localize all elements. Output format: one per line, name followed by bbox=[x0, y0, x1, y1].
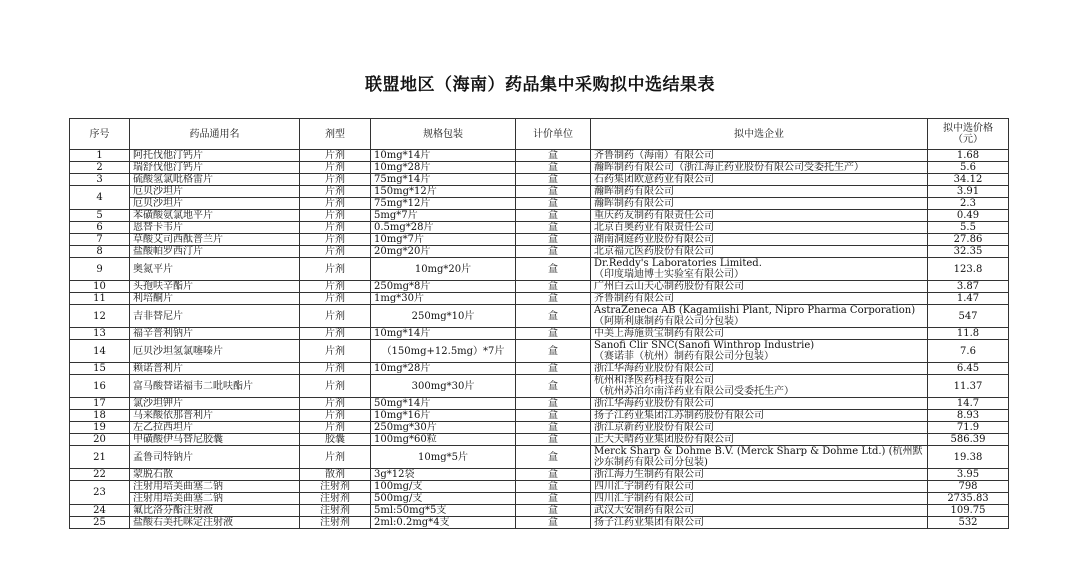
table-row bbox=[70, 186, 1009, 198]
dosage-form: 片剂 bbox=[300, 281, 371, 293]
drug-name: 阿托伐他汀钙片 bbox=[130, 150, 300, 162]
table-row bbox=[70, 469, 1009, 481]
selected-price: 32.35 bbox=[928, 246, 1009, 258]
drug-name: 左乙拉西坦片 bbox=[130, 422, 300, 434]
spec-packaging: 3g*12袋 bbox=[371, 469, 516, 481]
dosage-form: 片剂 bbox=[300, 446, 371, 469]
drug-number: 24 bbox=[70, 505, 130, 517]
dosage-form: 散剂 bbox=[300, 469, 371, 481]
dosage-form: 片剂 bbox=[300, 198, 371, 210]
table-row bbox=[70, 363, 1009, 375]
drug-name: 氟比洛芬酯注射液 bbox=[130, 505, 300, 517]
drug-name: 奥氮平片 bbox=[130, 258, 300, 281]
drug-name: 赖诺普利片 bbox=[130, 363, 300, 375]
table-row bbox=[70, 505, 1009, 517]
drug-number: 8 bbox=[70, 246, 130, 258]
selected-price: 5.6 bbox=[928, 162, 1009, 174]
spec-packaging: 10mg*5片 bbox=[371, 446, 516, 469]
dosage-form: 片剂 bbox=[300, 246, 371, 258]
dosage-form: 片剂 bbox=[300, 422, 371, 434]
company-line: 齐鲁制药有限公司 bbox=[594, 293, 674, 304]
company-line: 齐鲁制药（海南）有限公司 bbox=[594, 150, 714, 161]
spec-packaging: 250mg*30片 bbox=[371, 422, 516, 434]
drug-number: 20 bbox=[70, 434, 130, 446]
table-row bbox=[70, 398, 1009, 410]
pricing-unit: 盒 bbox=[516, 186, 591, 198]
table-row bbox=[70, 174, 1009, 186]
pricing-unit: 盒 bbox=[516, 446, 591, 469]
drug-number: 12 bbox=[70, 305, 130, 328]
pricing-unit: 盒 bbox=[516, 410, 591, 422]
company-name bbox=[591, 258, 928, 281]
table-row bbox=[70, 410, 1009, 422]
selected-price: 11.8 bbox=[928, 328, 1009, 340]
selected-price: 7.6 bbox=[928, 340, 1009, 363]
pricing-unit: 盒 bbox=[516, 469, 591, 481]
drug-number: 10 bbox=[70, 281, 130, 293]
drug-number: 7 bbox=[70, 234, 130, 246]
company-line: 北京百奥药业有限责任公司 bbox=[594, 222, 714, 233]
company-line: 浙江京新药业股份有限公司 bbox=[594, 422, 714, 433]
table-row bbox=[70, 517, 1009, 529]
company-name bbox=[591, 375, 928, 398]
company-name bbox=[591, 493, 928, 505]
selected-price: 5.5 bbox=[928, 222, 1009, 234]
drug-number: 21 bbox=[70, 446, 130, 469]
drug-name: 氯沙坦钾片 bbox=[130, 398, 300, 410]
pricing-unit: 盒 bbox=[516, 363, 591, 375]
drug-number: 3 bbox=[70, 174, 130, 186]
spec-packaging: 500mg/支 bbox=[371, 493, 516, 505]
pricing-unit: 盒 bbox=[516, 517, 591, 529]
spec-packaging: 300mg*30片 bbox=[371, 375, 516, 398]
company-line: （阿斯利康制药有限公司分包装） bbox=[594, 316, 744, 327]
company-name bbox=[591, 210, 928, 222]
company-name bbox=[591, 162, 928, 174]
dosage-form: 片剂 bbox=[300, 150, 371, 162]
dosage-form: 片剂 bbox=[300, 340, 371, 363]
selected-price: 123.8 bbox=[928, 258, 1009, 281]
table-row bbox=[70, 234, 1009, 246]
selected-price: 3.91 bbox=[928, 186, 1009, 198]
drug-name: 甲磺酸伊马替尼胶囊 bbox=[130, 434, 300, 446]
dosage-form: 片剂 bbox=[300, 222, 371, 234]
spec-packaging: 10mg*7片 bbox=[371, 234, 516, 246]
drug-number: 2 bbox=[70, 162, 130, 174]
company-line: 重庆药友制药有限责任公司 bbox=[594, 210, 714, 221]
spec-packaging: 2ml:0.2mg*4支 bbox=[371, 517, 516, 529]
spec-packaging: 50mg*14片 bbox=[371, 398, 516, 410]
drug-number: 13 bbox=[70, 328, 130, 340]
dosage-form: 注射剂 bbox=[300, 493, 371, 505]
pricing-unit: 盒 bbox=[516, 340, 591, 363]
header-price-line1: 拟中选价格 bbox=[943, 123, 993, 134]
dosage-form: 片剂 bbox=[300, 410, 371, 422]
drug-name: 注射用培美曲塞二钠 bbox=[130, 481, 300, 493]
drug-number: 17 bbox=[70, 398, 130, 410]
header-name: 药品通用名 bbox=[130, 119, 300, 150]
spec-packaging: 100mg*60粒 bbox=[371, 434, 516, 446]
spec-packaging: 10mg*14片 bbox=[371, 328, 516, 340]
company-line: 中美上海施贵宝制药有限公司 bbox=[594, 328, 724, 339]
table-row bbox=[70, 493, 1009, 505]
company-name bbox=[591, 505, 928, 517]
company-name bbox=[591, 293, 928, 305]
drug-name: 苯磺酸氨氯地平片 bbox=[130, 210, 300, 222]
company-name bbox=[591, 198, 928, 210]
pricing-unit: 盒 bbox=[516, 222, 591, 234]
selected-price: 34.12 bbox=[928, 174, 1009, 186]
company-line: 石药集团欧意药业有限公司 bbox=[594, 174, 714, 185]
table-row bbox=[70, 293, 1009, 305]
selected-price: 0.49 bbox=[928, 210, 1009, 222]
company-name bbox=[591, 246, 928, 258]
pricing-unit: 盒 bbox=[516, 328, 591, 340]
selected-price: 2.3 bbox=[928, 198, 1009, 210]
company-name bbox=[591, 328, 928, 340]
drug-name: 厄贝沙坦片 bbox=[130, 198, 300, 210]
table-row bbox=[70, 446, 1009, 469]
company-line: 正大天晴药业集团股份有限公司 bbox=[594, 434, 734, 445]
table-row bbox=[70, 222, 1009, 234]
spec-packaging: 20mg*20片 bbox=[371, 246, 516, 258]
company-name bbox=[591, 234, 928, 246]
spec-packaging: 150mg*12片 bbox=[371, 186, 516, 198]
company-line: （赛诺菲（杭州）制药有限公司分包装） bbox=[594, 351, 774, 362]
pricing-unit: 盒 bbox=[516, 505, 591, 517]
drug-number: 23 bbox=[70, 481, 130, 505]
company-name bbox=[591, 422, 928, 434]
drug-name: 马来酸依那普利片 bbox=[130, 410, 300, 422]
drug-name: 厄贝沙坦片 bbox=[130, 186, 300, 198]
drug-number: 9 bbox=[70, 258, 130, 281]
dosage-form: 片剂 bbox=[300, 305, 371, 328]
table-row bbox=[70, 198, 1009, 210]
company-line: 湖南洞庭药业股份有限公司 bbox=[594, 234, 714, 245]
selected-price: 27.86 bbox=[928, 234, 1009, 246]
table-row bbox=[70, 281, 1009, 293]
table-row bbox=[70, 246, 1009, 258]
drug-number: 19 bbox=[70, 422, 130, 434]
drug-name: 盐酸右美托咪定注射液 bbox=[130, 517, 300, 529]
pricing-unit: 盒 bbox=[516, 234, 591, 246]
header-unit: 计价单位 bbox=[516, 119, 591, 150]
table-row bbox=[70, 340, 1009, 363]
drug-number: 1 bbox=[70, 150, 130, 162]
drug-number: 5 bbox=[70, 210, 130, 222]
company-name bbox=[591, 174, 928, 186]
dosage-form: 胶囊 bbox=[300, 434, 371, 446]
pricing-unit: 盒 bbox=[516, 258, 591, 281]
header-form: 剂型 bbox=[300, 119, 371, 150]
company-name bbox=[591, 222, 928, 234]
header-price-line2: （元） bbox=[953, 134, 983, 145]
header-price bbox=[928, 119, 1009, 150]
drug-name: 福辛普利钠片 bbox=[130, 328, 300, 340]
selected-price: 3.95 bbox=[928, 469, 1009, 481]
spec-packaging: 75mg*14片 bbox=[371, 174, 516, 186]
company-line: 沙东制药有限公司分包装) bbox=[594, 457, 708, 468]
spec-packaging: （150mg+12.5mg）*7片 bbox=[371, 340, 516, 363]
spec-packaging: 0.5mg*28片 bbox=[371, 222, 516, 234]
header-spec: 规格包装 bbox=[371, 119, 516, 150]
table-row bbox=[70, 481, 1009, 493]
pricing-unit: 盒 bbox=[516, 174, 591, 186]
drug-number: 14 bbox=[70, 340, 130, 363]
dosage-form: 片剂 bbox=[300, 328, 371, 340]
pricing-unit: 盒 bbox=[516, 422, 591, 434]
company-name bbox=[591, 434, 928, 446]
table-row bbox=[70, 305, 1009, 328]
table-row bbox=[70, 375, 1009, 398]
drug-name: 头孢呋辛酯片 bbox=[130, 281, 300, 293]
selected-price: 11.37 bbox=[928, 375, 1009, 398]
pricing-unit: 盒 bbox=[516, 210, 591, 222]
drug-name: 蒙脱石散 bbox=[130, 469, 300, 481]
table-row bbox=[70, 258, 1009, 281]
company-name bbox=[591, 517, 928, 529]
selected-price: 586.39 bbox=[928, 434, 1009, 446]
drug-name: 吉非替尼片 bbox=[130, 305, 300, 328]
pricing-unit: 盒 bbox=[516, 198, 591, 210]
company-line: 瀚晖制药有限公司 bbox=[594, 198, 674, 209]
dosage-form: 片剂 bbox=[300, 234, 371, 246]
pricing-unit: 盒 bbox=[516, 493, 591, 505]
selected-price: 532 bbox=[928, 517, 1009, 529]
selected-price: 14.7 bbox=[928, 398, 1009, 410]
drug-name: 注射用培美曲塞二钠 bbox=[130, 493, 300, 505]
spec-packaging: 10mg*14片 bbox=[371, 150, 516, 162]
company-line: （印度瑞迪博士实验室有限公司） bbox=[594, 269, 744, 280]
dosage-form: 注射剂 bbox=[300, 481, 371, 493]
selected-price: 6.45 bbox=[928, 363, 1009, 375]
selected-price: 109.75 bbox=[928, 505, 1009, 517]
pricing-unit: 盒 bbox=[516, 162, 591, 174]
dosage-form: 片剂 bbox=[300, 375, 371, 398]
dosage-form: 片剂 bbox=[300, 186, 371, 198]
selected-price: 2735.83 bbox=[928, 493, 1009, 505]
dosage-form: 片剂 bbox=[300, 258, 371, 281]
drug-name: 恩替卡韦片 bbox=[130, 222, 300, 234]
pricing-unit: 盒 bbox=[516, 293, 591, 305]
company-line: 扬子江药业集团江苏制药股份有限公司 bbox=[594, 410, 764, 421]
company-line: 浙江华海药业股份有限公司 bbox=[594, 398, 714, 409]
drug-number: 22 bbox=[70, 469, 130, 481]
company-line: 瀚晖制药有限公司 bbox=[594, 186, 674, 197]
dosage-form: 片剂 bbox=[300, 174, 371, 186]
drug-number: 16 bbox=[70, 375, 130, 398]
selected-price: 3.87 bbox=[928, 281, 1009, 293]
company-name bbox=[591, 398, 928, 410]
header-no: 序号 bbox=[70, 119, 130, 150]
drug-number: 4 bbox=[70, 186, 130, 210]
table-row bbox=[70, 150, 1009, 162]
company-name bbox=[591, 305, 928, 328]
company-name bbox=[591, 281, 928, 293]
company-line: Dr.Reddy's Laboratories Limited. bbox=[594, 258, 762, 269]
company-name bbox=[591, 410, 928, 422]
company-line: AstraZeneca AB (Kagamiishi Plant, Nipro Pharma Corporation) bbox=[594, 305, 916, 316]
selected-price: 798 bbox=[928, 481, 1009, 493]
table-row bbox=[70, 328, 1009, 340]
spec-packaging: 250mg*8片 bbox=[371, 281, 516, 293]
company-line: 四川汇宇制药有限公司 bbox=[594, 493, 694, 504]
company-name bbox=[591, 446, 928, 469]
drug-number: 15 bbox=[70, 363, 130, 375]
company-line: 武汉大安制药有限公司 bbox=[594, 505, 694, 516]
company-line: 浙江海力生制药有限公司 bbox=[594, 469, 704, 480]
drug-name: 厄贝沙坦氢氯噻嗪片 bbox=[130, 340, 300, 363]
drug-name: 利培酮片 bbox=[130, 293, 300, 305]
company-name bbox=[591, 186, 928, 198]
table-row bbox=[70, 162, 1009, 174]
drug-name: 盐酸帕罗西汀片 bbox=[130, 246, 300, 258]
drug-name: 硫酸氢氯吡格雷片 bbox=[130, 174, 300, 186]
dosage-form: 注射剂 bbox=[300, 517, 371, 529]
drug-name: 富马酸替诺福韦二吡呋酯片 bbox=[130, 375, 300, 398]
spec-packaging: 10mg*28片 bbox=[371, 162, 516, 174]
table-row bbox=[70, 210, 1009, 222]
company-line: 扬子江药业集团有限公司 bbox=[594, 517, 704, 528]
spec-packaging: 5mg*7片 bbox=[371, 210, 516, 222]
pricing-unit: 盒 bbox=[516, 375, 591, 398]
page-title: 联盟地区（海南）药品集中采购拟中选结果表 bbox=[365, 75, 715, 95]
dosage-form: 片剂 bbox=[300, 398, 371, 410]
selected-price: 71.9 bbox=[928, 422, 1009, 434]
drug-name: 草酸艾司西酞普兰片 bbox=[130, 234, 300, 246]
company-name bbox=[591, 481, 928, 493]
pricing-unit: 盒 bbox=[516, 434, 591, 446]
spec-packaging: 10mg*16片 bbox=[371, 410, 516, 422]
spec-packaging: 10mg*28片 bbox=[371, 363, 516, 375]
pricing-unit: 盒 bbox=[516, 305, 591, 328]
table-row bbox=[70, 434, 1009, 446]
company-line: Sanofi Clir SNC(Sanofi Winthrop Industrie) bbox=[594, 340, 815, 351]
results-table bbox=[69, 118, 1009, 529]
header-company: 拟中选企业 bbox=[591, 119, 928, 150]
drug-name: 瑞舒伐他汀钙片 bbox=[130, 162, 300, 174]
dosage-form: 片剂 bbox=[300, 363, 371, 375]
spec-packaging: 100mg/支 bbox=[371, 481, 516, 493]
selected-price: 547 bbox=[928, 305, 1009, 328]
spec-packaging: 10mg*20片 bbox=[371, 258, 516, 281]
selected-price: 8.93 bbox=[928, 410, 1009, 422]
selected-price: 1.68 bbox=[928, 150, 1009, 162]
pricing-unit: 盒 bbox=[516, 281, 591, 293]
company-line: 北京福元医药股份有限公司 bbox=[594, 246, 714, 257]
spec-packaging: 5ml:50mg*5支 bbox=[371, 505, 516, 517]
company-line: 杭州和泽医药科技有限公司 bbox=[594, 375, 714, 386]
company-line: Merck Sharp & Dohme B.V. (Merck Sharp & Dohme Ltd.) (杭州默 bbox=[594, 446, 923, 457]
spec-packaging: 250mg*10片 bbox=[371, 305, 516, 328]
drug-number: 11 bbox=[70, 293, 130, 305]
company-name bbox=[591, 363, 928, 375]
pricing-unit: 盒 bbox=[516, 246, 591, 258]
pricing-unit: 盒 bbox=[516, 398, 591, 410]
table-header-row bbox=[70, 119, 1009, 150]
dosage-form: 片剂 bbox=[300, 210, 371, 222]
selected-price: 1.47 bbox=[928, 293, 1009, 305]
pricing-unit: 盒 bbox=[516, 481, 591, 493]
company-line: 瀚晖制药有限公司（浙江海正药业股份有限公司受委托生产） bbox=[594, 162, 864, 173]
drug-number: 18 bbox=[70, 410, 130, 422]
spec-packaging: 1mg*30片 bbox=[371, 293, 516, 305]
drug-number: 25 bbox=[70, 517, 130, 529]
drug-number: 6 bbox=[70, 222, 130, 234]
company-line: 浙江华海药业股份有限公司 bbox=[594, 363, 714, 374]
dosage-form: 片剂 bbox=[300, 162, 371, 174]
dosage-form: 片剂 bbox=[300, 293, 371, 305]
company-name bbox=[591, 150, 928, 162]
table-row bbox=[70, 422, 1009, 434]
company-line: 四川汇宇制药有限公司 bbox=[594, 481, 694, 492]
company-line: 广州白云山天心制药股份有限公司 bbox=[594, 281, 744, 292]
selected-price: 19.38 bbox=[928, 446, 1009, 469]
pricing-unit: 盒 bbox=[516, 150, 591, 162]
spec-packaging: 75mg*12片 bbox=[371, 198, 516, 210]
company-name bbox=[591, 340, 928, 363]
drug-name: 孟鲁司特钠片 bbox=[130, 446, 300, 469]
dosage-form: 注射剂 bbox=[300, 505, 371, 517]
company-name bbox=[591, 469, 928, 481]
company-line: （杭州苏泊尔南洋药业有限公司受委托生产） bbox=[594, 386, 794, 397]
